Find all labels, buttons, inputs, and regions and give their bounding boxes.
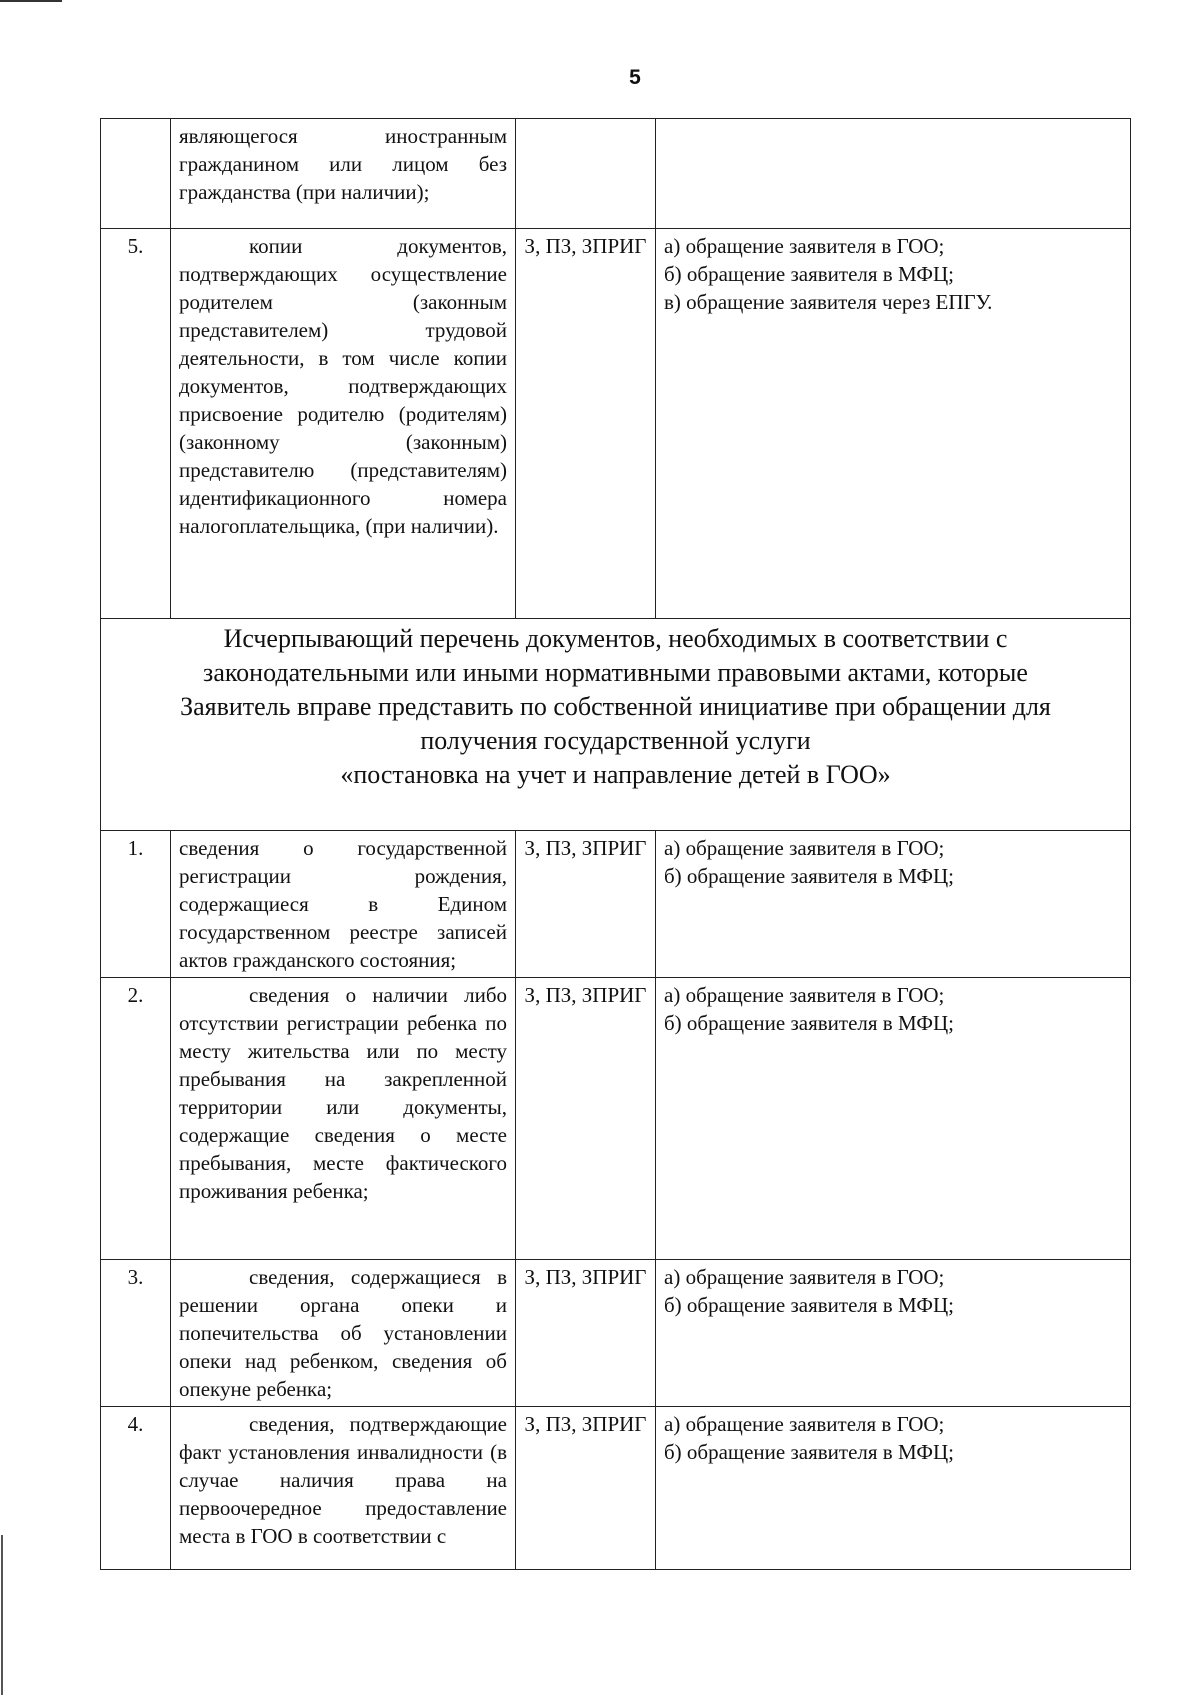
table-row xyxy=(101,119,1131,229)
table-row xyxy=(101,978,1131,1260)
row-number xyxy=(101,119,171,229)
applicant-category: З, ПЗ, ЗПРИГ xyxy=(516,1260,656,1407)
applicant-category xyxy=(516,119,656,229)
row-number: 1. xyxy=(101,831,171,978)
applicant-category: З, ПЗ, ЗПРИГ xyxy=(516,978,656,1260)
heading-line: получения государственной услуги xyxy=(420,726,811,755)
section-heading xyxy=(101,619,1131,831)
submission-methods xyxy=(656,1407,1131,1570)
heading-line: «постановка на учет и направление детей в ГОО» xyxy=(340,760,891,789)
row-number: 3. xyxy=(101,1260,171,1407)
submission-method: б) обращение заявителя в МФЦ; xyxy=(664,1011,954,1035)
document-description: сведения о наличии либо отсутствии регистрации ребенка по месту жительства или по месту пребывания на закрепленной территории или документы, содержащие сведения о месте пребывания, месте фактического проживания ребенка; xyxy=(171,978,516,1260)
submission-method: а) обращение заявителя в ГОО; xyxy=(664,836,945,860)
document-description: копии документов, подтверждающих осуществление родителем (законным представителем) трудовой деятельности, в том числе копии документов, подтверждающих присвоение родителю (родителям) (законному (законным) представителю (представителям) идентификационного номера налогоплательщика, (при наличии). xyxy=(171,229,516,619)
submission-method: б) обращение заявителя в МФЦ; xyxy=(664,262,954,286)
submission-methods xyxy=(656,229,1131,619)
document-description: сведения, содержащиеся в решении органа опеки и попечительства об установлении опеки над ребенком, сведения об опекуне ребенка; xyxy=(171,1260,516,1407)
submission-method: а) обращение заявителя в ГОО; xyxy=(664,1412,945,1436)
submission-method: а) обращение заявителя в ГОО; xyxy=(664,1265,945,1289)
documents-table xyxy=(100,118,1131,1570)
heading-line: Исчерпывающий перечень документов, необходимых в соответствии с xyxy=(223,624,1008,653)
submission-method: б) обращение заявителя в МФЦ; xyxy=(664,864,954,888)
row-number: 2. xyxy=(101,978,171,1260)
row-number: 5. xyxy=(101,229,171,619)
table-row xyxy=(101,229,1131,619)
scan-edge-mark-left xyxy=(1,1535,3,1695)
applicant-category: З, ПЗ, ЗПРИГ xyxy=(516,229,656,619)
table-row xyxy=(101,1260,1131,1407)
page-number: 5 xyxy=(629,66,641,89)
scan-edge-mark xyxy=(0,0,62,2)
submission-method: в) обращение заявителя через ЕПГУ. xyxy=(664,290,993,314)
submission-methods xyxy=(656,978,1131,1260)
document-description: сведения о государственной регистрации рождения, содержащиеся в Едином государственном реестре записей актов гражданского состояния; xyxy=(171,831,516,978)
submission-method: а) обращение заявителя в ГОО; xyxy=(664,983,945,1007)
document-description: сведения, подтверждающие факт установления инвалидности (в случае наличия права на первоочередное предоставление места в ГОО в соответствии с xyxy=(171,1407,516,1570)
applicant-category: З, ПЗ, ЗПРИГ xyxy=(516,1407,656,1570)
table-row xyxy=(101,1407,1131,1570)
row-number: 4. xyxy=(101,1407,171,1570)
submission-methods xyxy=(656,831,1131,978)
section-heading-row xyxy=(101,619,1131,831)
submission-method: б) обращение заявителя в МФЦ; xyxy=(664,1440,954,1464)
submission-methods xyxy=(656,1260,1131,1407)
applicant-category: З, ПЗ, ЗПРИГ xyxy=(516,831,656,978)
document-description: являющегося иностранным гражданином или лицом без гражданства (при наличии); xyxy=(171,119,516,229)
submission-methods xyxy=(656,119,1131,229)
heading-line: Заявитель вправе представить по собственной инициативе при обращении для xyxy=(180,692,1051,721)
submission-method: б) обращение заявителя в МФЦ; xyxy=(664,1293,954,1317)
heading-line: законодательными или иными нормативными правовыми актами, которые xyxy=(203,658,1028,687)
table-row xyxy=(101,831,1131,978)
submission-method: а) обращение заявителя в ГОО; xyxy=(664,234,945,258)
